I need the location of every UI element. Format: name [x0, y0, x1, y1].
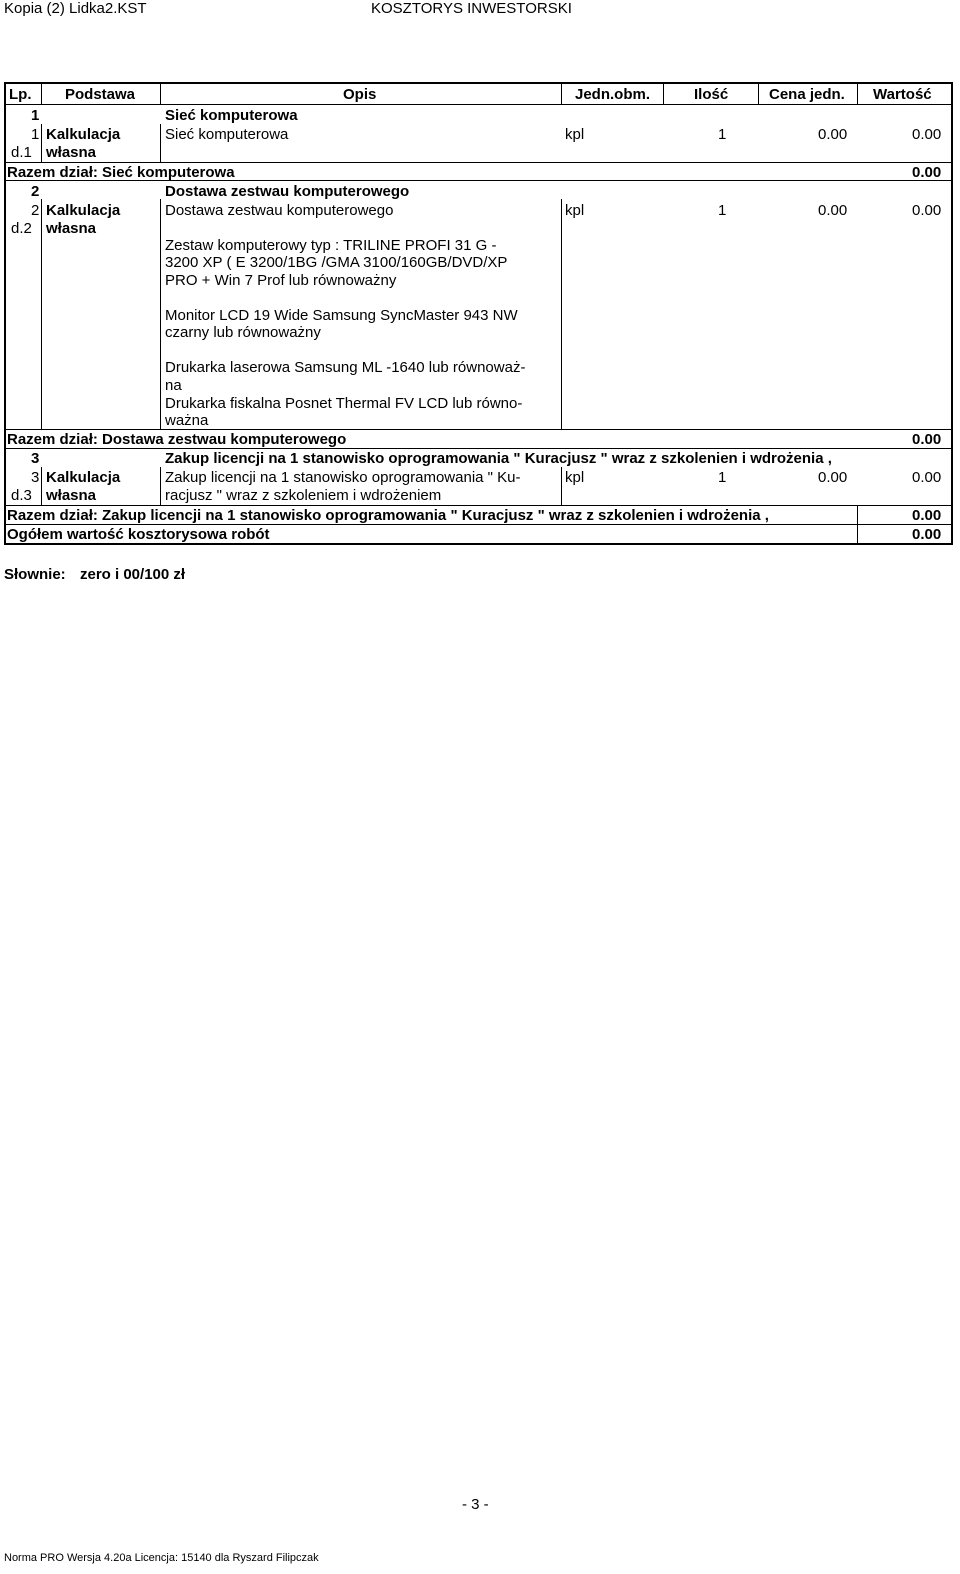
- item-basis: Kalkulacja: [46, 202, 121, 219]
- section-total-value: 0.00: [912, 507, 942, 524]
- section-title: Zakup licencji na 1 stanowisko oprogramowania " Kuracjusz " wraz z szkolenien i wdrożenia ,: [165, 450, 832, 467]
- item-quantity: 1: [718, 469, 727, 486]
- section-title: Dostawa zestwau komputerowego: [165, 183, 410, 200]
- spec-monitor-line-1: Monitor LCD 19 Wide Samsung SyncMaster 943 NW: [165, 307, 518, 324]
- item-value: 0.00: [912, 469, 942, 486]
- spec-computer-line-1: Zestaw komputerowy typ : TRILINE PROFI 31 G -: [165, 237, 497, 254]
- item-lp: 3: [31, 469, 40, 486]
- item-unit: kpl: [565, 469, 585, 486]
- section-total-value: 0.00: [912, 431, 942, 448]
- document-title: KOSZTORYS INWESTORSKI: [371, 0, 572, 17]
- section-total-label: Razem dział: Zakup licencji na 1 stanowisko oprogramowania " Kuracjusz " wraz z szkolenien i wdrożenia ,: [7, 507, 769, 524]
- column-header-jedn: Jedn.obm.: [575, 86, 651, 103]
- spec-computer-line-3: PRO + Win 7 Prof lub równoważny: [165, 272, 397, 289]
- column-header-ilosc: Ilość: [694, 86, 729, 103]
- section-number: 3: [31, 450, 40, 467]
- section-number: 2: [31, 183, 40, 200]
- item-lp-code: d.3: [11, 487, 32, 504]
- grand-total-value: 0.00: [912, 526, 942, 543]
- section-total-value: 0.00: [912, 164, 942, 181]
- spec-fiscal-line-1: Drukarka fiskalna Posnet Thermal FV LCD lub równo-: [165, 395, 523, 412]
- item-basis-2: własna: [46, 220, 97, 237]
- item-value: 0.00: [912, 126, 942, 143]
- column-header-lp: Lp.: [9, 86, 32, 103]
- item-unit-price: 0.00: [818, 469, 848, 486]
- item-basis: Kalkulacja: [46, 469, 121, 486]
- section-total-label: Razem dział: Dostawa zestwau komputerowego: [7, 431, 347, 448]
- item-lp-code: d.1: [11, 144, 32, 161]
- amount-in-words-label: Słownie:: [4, 566, 66, 583]
- item-lp: 2: [31, 202, 40, 219]
- item-quantity: 1: [718, 202, 727, 219]
- item-quantity: 1: [718, 126, 727, 143]
- item-unit: kpl: [565, 126, 585, 143]
- grand-total-label: Ogółem wartość kosztorysowa robót: [7, 526, 270, 543]
- item-value: 0.00: [912, 202, 942, 219]
- amount-in-words-value: zero i 00/100 zł: [80, 566, 186, 583]
- item-lp-code: d.2: [11, 220, 32, 237]
- section-title: Sieć komputerowa: [165, 107, 298, 124]
- item-basis: Kalkulacja: [46, 126, 121, 143]
- column-header-opis: Opis: [343, 86, 377, 103]
- spec-printer-line-1: Drukarka laserowa Samsung ML -1640 lub równoważ-: [165, 359, 526, 376]
- spec-printer-line-2: na: [165, 377, 182, 394]
- item-unit-price: 0.00: [818, 202, 848, 219]
- page-number: - 3 -: [462, 1496, 489, 1513]
- column-header-podstawa: Podstawa: [65, 86, 136, 103]
- item-description: Zakup licencji na 1 stanowisko oprogramowania " Ku-: [165, 469, 521, 486]
- footer-license: Norma PRO Wersja 4.20a Licencja: 15140 dla Ryszard Filipczak: [4, 1552, 319, 1564]
- item-description: Sieć komputerowa: [165, 126, 289, 143]
- item-unit-price: 0.00: [818, 126, 848, 143]
- file-name: Kopia (2) Lidka2.KST: [4, 0, 147, 17]
- column-header-wartosc: Wartość: [873, 86, 932, 103]
- spec-computer-line-2: 3200 XP ( E 3200/1BG /GMA 3100/160GB/DVD/XP: [165, 254, 508, 271]
- spec-monitor-line-2: czarny lub równoważny: [165, 324, 321, 341]
- spec-fiscal-line-2: ważna: [165, 412, 209, 429]
- item-description: Dostawa zestwau komputerowego: [165, 202, 394, 219]
- item-unit: kpl: [565, 202, 585, 219]
- item-lp: 1: [31, 126, 40, 143]
- item-description-2: racjusz " wraz z szkoleniem i wdrożeniem: [165, 487, 442, 504]
- item-basis-2: własna: [46, 144, 97, 161]
- column-header-cena: Cena jedn.: [769, 86, 845, 103]
- item-basis-2: własna: [46, 487, 97, 504]
- section-total-label: Razem dział: Sieć komputerowa: [7, 164, 235, 181]
- section-number: 1: [31, 107, 40, 124]
